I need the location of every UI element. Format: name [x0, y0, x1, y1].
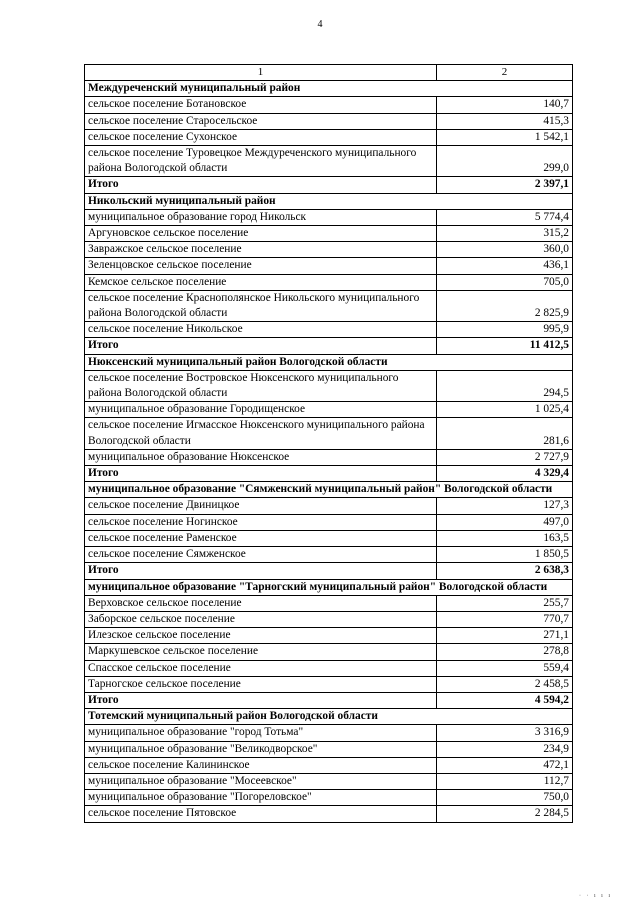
section-header-row	[85, 709, 573, 725]
total-row	[85, 466, 573, 482]
amount-value: 299,0	[437, 146, 573, 177]
amount-value: 497,0	[437, 514, 573, 530]
municipality-name: Завражское сельское поселение	[85, 242, 437, 258]
amount-value: 163,5	[437, 530, 573, 546]
amount-value: 127,3	[437, 498, 573, 514]
amount-value: 2 284,5	[437, 806, 573, 822]
section-title: Тотемский муниципальный район Вологодской области	[85, 709, 573, 725]
municipality-name: Илезское сельское поселение	[85, 628, 437, 644]
total-label: Итого	[85, 692, 437, 708]
amount-value: 1 542,1	[437, 129, 573, 145]
table-row	[85, 790, 573, 806]
municipality-name: сельское поселение Раменское	[85, 530, 437, 546]
amount-value: 278,8	[437, 644, 573, 660]
table-row	[85, 773, 573, 789]
municipality-name: муниципальное образование "город Тотьма"	[85, 725, 437, 741]
municipality-name: сельское поселение Краснополянское Никольского муниципального района Вологодской области	[85, 290, 437, 321]
municipality-name: сельское поселение Старосельское	[85, 113, 437, 129]
municipality-name: сельское поселение Туровецкое Междуреченского муниципального района Вологодской области	[85, 146, 437, 177]
table-row	[85, 514, 573, 530]
table-row	[85, 741, 573, 757]
amount-value: 112,7	[437, 773, 573, 789]
section-title: муниципальное образование "Сямженский муниципальный район" Вологодской области	[85, 482, 573, 498]
municipality-name: Зеленцовское сельское поселение	[85, 258, 437, 274]
table-header-row	[85, 65, 573, 81]
municipality-name: Кемское сельское поселение	[85, 274, 437, 290]
table-row	[85, 258, 573, 274]
amount-value: 2 458,5	[437, 676, 573, 692]
municipality-name: муниципальное образование "Мосеевское"	[85, 773, 437, 789]
allocation-table	[84, 64, 573, 823]
municipality-name: сельское поселение Востровское Нюксенского муниципального района Вологодской области	[85, 370, 437, 401]
table-row	[85, 242, 573, 258]
amount-value: 294,5	[437, 370, 573, 401]
table-row	[85, 660, 573, 676]
section-header-row	[85, 579, 573, 595]
total-label: Итого	[85, 177, 437, 193]
municipality-name: сельское поселение Игмасское Нюксенского муниципального района Вологодской области	[85, 418, 437, 449]
municipality-name: сельское поселение Двиницкое	[85, 498, 437, 514]
table-row	[85, 402, 573, 418]
section-title: Никольский муниципальный район	[85, 193, 573, 209]
table-row	[85, 370, 573, 401]
amount-value: 415,3	[437, 113, 573, 129]
table-row	[85, 418, 573, 449]
table-row	[85, 644, 573, 660]
municipality-name: муниципальное образование город Никольск	[85, 209, 437, 225]
municipality-name: муниципальное образование "Погореловское"	[85, 790, 437, 806]
section-header-row	[85, 193, 573, 209]
municipality-name: Тарногское сельское поселение	[85, 676, 437, 692]
total-row	[85, 692, 573, 708]
amount-value: 271,1	[437, 628, 573, 644]
municipality-name: сельское поселение Сухонское	[85, 129, 437, 145]
section-title: муниципальное образование "Тарногский муниципальный район" Вологодской области	[85, 579, 573, 595]
amount-value: 140,7	[437, 97, 573, 113]
page-number: 4	[317, 19, 323, 30]
table-row	[85, 676, 573, 692]
municipality-name: муниципальное образование Городищенское	[85, 402, 437, 418]
amount-value: 995,9	[437, 322, 573, 338]
column-header-2: 2	[437, 65, 573, 81]
table-row	[85, 595, 573, 611]
municipality-name: сельское поселение Никольское	[85, 322, 437, 338]
column-header-1: 1	[85, 65, 437, 81]
table-row	[85, 628, 573, 644]
total-row	[85, 563, 573, 579]
municipality-name: сельское поселение Ногинское	[85, 514, 437, 530]
table-row	[85, 209, 573, 225]
table-row	[85, 113, 573, 129]
municipality-name: Заборское сельское поселение	[85, 611, 437, 627]
municipality-name: Верховское сельское поселение	[85, 595, 437, 611]
table-row	[85, 757, 573, 773]
section-title: Междуреченский муниципальный район	[85, 81, 573, 97]
amount-value: 559,4	[437, 660, 573, 676]
municipality-name: Аргуновское сельское поселение	[85, 226, 437, 242]
amount-value: 5 774,4	[437, 209, 573, 225]
amount-value: 281,6	[437, 418, 573, 449]
amount-value: 3 316,9	[437, 725, 573, 741]
municipality-name: Маркушевское сельское поселение	[85, 644, 437, 660]
municipality-name: сельское поселение Сямженское	[85, 547, 437, 563]
table-row	[85, 274, 573, 290]
total-label: Итого	[85, 466, 437, 482]
amount-value: 472,1	[437, 757, 573, 773]
section-header-row	[85, 482, 573, 498]
table-row	[85, 290, 573, 321]
amount-value: 436,1	[437, 258, 573, 274]
municipality-name: сельское поселение Пятовское	[85, 806, 437, 822]
municipality-name: муниципальное образование "Великодворское"	[85, 741, 437, 757]
amount-value: 770,7	[437, 611, 573, 627]
table-row	[85, 129, 573, 145]
section-title: Нюксенский муниципальный район Вологодской области	[85, 354, 573, 370]
amount-value: 705,0	[437, 274, 573, 290]
total-row	[85, 338, 573, 354]
total-value: 11 412,5	[437, 338, 573, 354]
table-row	[85, 322, 573, 338]
amount-value: 234,9	[437, 741, 573, 757]
municipality-name: Спасское сельское поселение	[85, 660, 437, 676]
amount-value: 750,0	[437, 790, 573, 806]
total-value: 4 594,2	[437, 692, 573, 708]
amount-value: 2 825,9	[437, 290, 573, 321]
table-row	[85, 226, 573, 242]
table-row	[85, 725, 573, 741]
table-row	[85, 449, 573, 465]
total-label: Итого	[85, 563, 437, 579]
table-row	[85, 547, 573, 563]
table-row	[85, 97, 573, 113]
municipality-name: сельское поселение Ботановское	[85, 97, 437, 113]
table-row	[85, 146, 573, 177]
table-row	[85, 806, 573, 822]
total-value: 4 329,4	[437, 466, 573, 482]
amount-value: 1 850,5	[437, 547, 573, 563]
section-header-row	[85, 354, 573, 370]
amount-value: 255,7	[437, 595, 573, 611]
amount-value: 360,0	[437, 242, 573, 258]
amount-value: 2 727,9	[437, 449, 573, 465]
table-row	[85, 611, 573, 627]
total-value: 2 638,3	[437, 563, 573, 579]
table-row	[85, 498, 573, 514]
table-row	[85, 530, 573, 546]
total-value: 2 397,1	[437, 177, 573, 193]
scan-footer-mark: · · ı ı ı	[579, 893, 612, 899]
municipality-name: сельское поселение Калининское	[85, 757, 437, 773]
amount-value: 1 025,4	[437, 402, 573, 418]
section-header-row	[85, 81, 573, 97]
amount-value: 315,2	[437, 226, 573, 242]
municipality-name: муниципальное образование Нюксенское	[85, 449, 437, 465]
total-label: Итого	[85, 338, 437, 354]
total-row	[85, 177, 573, 193]
